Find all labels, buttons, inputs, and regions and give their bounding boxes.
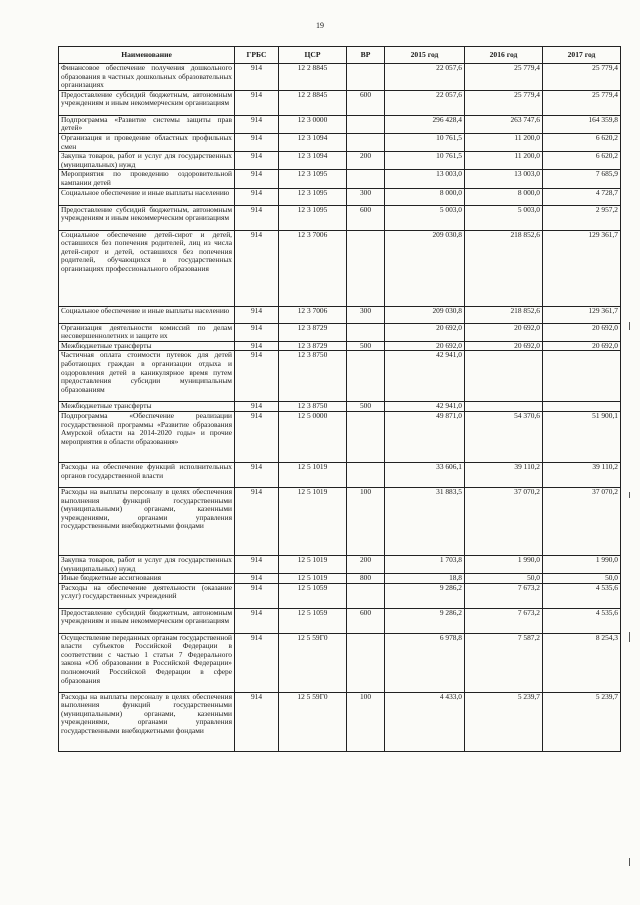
row-csr: 12 5 1019 <box>279 462 347 487</box>
row-name: Организация деятельности комиссий по делам несовершеннолетних и защите их <box>59 323 235 341</box>
row-grbs: 914 <box>235 188 279 205</box>
row-name: Осуществление переданных органам государственной власти субъектов Российской Федерации в соответствии с частью 1 статьи 7 Федерального закона «Об образовании в Российской Федерации» полномочий Российской Федерации в сфере образования <box>59 633 235 692</box>
row-2017: 2 957,2 <box>543 205 621 230</box>
row-name: Мероприятия по проведению оздоровительной кампании детей <box>59 170 235 188</box>
row-2015: 31 883,5 <box>385 487 465 555</box>
row-name: Иные бюджетные ассигнования <box>59 574 235 584</box>
row-2015: 5 003,0 <box>385 205 465 230</box>
table-row <box>59 64 621 91</box>
row-2015: 209 030,8 <box>385 306 465 323</box>
row-csr: 12 5 1059 <box>279 608 347 633</box>
row-vr: 300 <box>347 306 385 323</box>
row-2017: 51 900,1 <box>543 411 621 462</box>
row-2017: 7 685,9 <box>543 170 621 188</box>
table-row <box>59 402 621 412</box>
row-csr: 12 5 1019 <box>279 574 347 584</box>
table-row <box>59 133 621 151</box>
table-row <box>59 170 621 188</box>
row-2015: 20 692,0 <box>385 341 465 351</box>
row-vr <box>347 583 385 608</box>
row-csr: 12 3 1094 <box>279 133 347 151</box>
row-grbs: 914 <box>235 323 279 341</box>
row-grbs: 914 <box>235 205 279 230</box>
row-2016: 25 779,4 <box>465 90 543 115</box>
row-csr: 12 3 1095 <box>279 170 347 188</box>
row-name: Предоставление субсидий бюджетным, автономным учреждениям и иным некоммерческим организациям <box>59 205 235 230</box>
row-2015: 20 692,0 <box>385 323 465 341</box>
table-row <box>59 462 621 487</box>
row-grbs: 914 <box>235 574 279 584</box>
table-row <box>59 555 621 573</box>
row-name: Расходы на обеспечение функций исполнительных органов государственной власти <box>59 462 235 487</box>
row-grbs: 914 <box>235 462 279 487</box>
row-2016: 11 200,0 <box>465 152 543 170</box>
row-csr: 12 3 7006 <box>279 306 347 323</box>
row-vr: 300 <box>347 188 385 205</box>
row-2015: 296 428,4 <box>385 115 465 133</box>
row-grbs: 914 <box>235 583 279 608</box>
row-name: Расходы на выплаты персоналу в целях обеспечения выполнения функций государственными (муниципальными) органами, казенными учреждениями, органами управления государственными внебюджетными фондами <box>59 692 235 751</box>
row-name: Закупка товаров, работ и услуг для государственных (муниципальных) нужд <box>59 555 235 573</box>
row-name: Предоставление субсидий бюджетным, автономным учреждениям и иным некоммерческим организациям <box>59 608 235 633</box>
row-2017: 6 620,2 <box>543 133 621 151</box>
row-grbs: 914 <box>235 115 279 133</box>
row-2015: 42 941,0 <box>385 351 465 402</box>
row-grbs: 914 <box>235 306 279 323</box>
row-2016: 1 990,0 <box>465 555 543 573</box>
row-grbs: 914 <box>235 633 279 692</box>
row-name: Социальное обеспечение и иные выплаты населению <box>59 306 235 323</box>
table-row <box>59 152 621 170</box>
row-2017: 20 692,0 <box>543 323 621 341</box>
row-2016: 7 587,2 <box>465 633 543 692</box>
row-2016: 5 003,0 <box>465 205 543 230</box>
row-name: Межбюджетные трансферты <box>59 402 235 412</box>
row-csr: 12 5 1019 <box>279 555 347 573</box>
row-vr <box>347 351 385 402</box>
row-csr: 12 3 1095 <box>279 205 347 230</box>
row-2016 <box>465 402 543 412</box>
row-2015: 33 606,1 <box>385 462 465 487</box>
row-2016: 263 747,6 <box>465 115 543 133</box>
row-grbs: 914 <box>235 487 279 555</box>
row-vr <box>347 462 385 487</box>
row-2015: 209 030,8 <box>385 230 465 306</box>
row-2015: 1 703,8 <box>385 555 465 573</box>
row-2015: 10 761,5 <box>385 152 465 170</box>
row-grbs: 914 <box>235 402 279 412</box>
row-name: Закупка товаров, работ и услуг для государственных (муниципальных) нужд <box>59 152 235 170</box>
row-2017 <box>543 351 621 402</box>
row-grbs: 914 <box>235 152 279 170</box>
row-vr <box>347 230 385 306</box>
row-vr <box>347 133 385 151</box>
row-grbs: 914 <box>235 64 279 91</box>
row-name: Расходы на обеспечение деятельности (оказание услуг) государственных учреждений <box>59 583 235 608</box>
row-name: Финансовое обеспечение получения дошкольного образования в частных дошкольных образовательных организациях <box>59 64 235 91</box>
row-vr: 500 <box>347 402 385 412</box>
row-csr: 12 2 8845 <box>279 90 347 115</box>
row-2017: 129 361,7 <box>543 306 621 323</box>
row-vr <box>347 115 385 133</box>
row-2015: 9 286,2 <box>385 608 465 633</box>
row-vr: 100 <box>347 692 385 751</box>
row-name: Социальное обеспечение и иные выплаты населению <box>59 188 235 205</box>
row-name: Межбюджетные трансферты <box>59 341 235 351</box>
row-vr: 500 <box>347 341 385 351</box>
row-csr: 12 3 1095 <box>279 188 347 205</box>
table-row <box>59 230 621 306</box>
row-2016 <box>465 351 543 402</box>
row-2017: 164 359,8 <box>543 115 621 133</box>
row-csr: 12 3 0000 <box>279 115 347 133</box>
row-2016: 39 110,2 <box>465 462 543 487</box>
table-row <box>59 90 621 115</box>
header-grbs: ГРБС <box>235 47 279 64</box>
table-row <box>59 188 621 205</box>
budget-table <box>58 46 621 752</box>
row-2016: 13 003,0 <box>465 170 543 188</box>
row-2015: 6 978,8 <box>385 633 465 692</box>
row-vr <box>347 411 385 462</box>
row-2015: 22 057,6 <box>385 90 465 115</box>
row-csr: 12 5 59Г0 <box>279 692 347 751</box>
row-csr: 12 3 1094 <box>279 152 347 170</box>
row-2017: 25 779,4 <box>543 64 621 91</box>
row-grbs: 914 <box>235 555 279 573</box>
row-2016: 20 692,0 <box>465 323 543 341</box>
table-row <box>59 692 621 751</box>
row-name: Организация и проведение областных профильных смен <box>59 133 235 151</box>
table-row <box>59 323 621 341</box>
row-csr: 12 5 1019 <box>279 487 347 555</box>
row-grbs: 914 <box>235 90 279 115</box>
header-2016: 2016 год <box>465 47 543 64</box>
header-2017: 2017 год <box>543 47 621 64</box>
table-header-row <box>59 47 621 64</box>
row-csr: 12 5 59Г0 <box>279 633 347 692</box>
row-csr: 12 3 8750 <box>279 351 347 402</box>
row-vr: 800 <box>347 574 385 584</box>
row-2017: 20 692,0 <box>543 341 621 351</box>
row-name: Социальное обеспечение детей-сирот и детей, оставшихся без попечения родителей, лиц из числа детей-сирот и детей, оставшихся без попечения родителей, обучающихся в государственных организациях профессионального образования <box>59 230 235 306</box>
row-grbs: 914 <box>235 230 279 306</box>
row-2015: 22 057,6 <box>385 64 465 91</box>
row-2017: 5 239,7 <box>543 692 621 751</box>
row-2015: 18,8 <box>385 574 465 584</box>
row-csr: 12 5 0000 <box>279 411 347 462</box>
header-csr: ЦСР <box>279 47 347 64</box>
row-grbs: 914 <box>235 170 279 188</box>
row-2017: 6 620,2 <box>543 152 621 170</box>
row-csr: 12 3 8729 <box>279 341 347 351</box>
row-2016: 218 852,6 <box>465 230 543 306</box>
table-row <box>59 205 621 230</box>
row-csr: 12 5 1059 <box>279 583 347 608</box>
header-2015: 2015 год <box>385 47 465 64</box>
row-vr: 200 <box>347 152 385 170</box>
row-vr: 600 <box>347 608 385 633</box>
row-grbs: 914 <box>235 608 279 633</box>
row-csr: 12 3 7006 <box>279 230 347 306</box>
row-2015: 13 003,0 <box>385 170 465 188</box>
row-2016: 20 692,0 <box>465 341 543 351</box>
row-grbs: 914 <box>235 411 279 462</box>
row-2016: 5 239,7 <box>465 692 543 751</box>
row-csr: 12 3 8750 <box>279 402 347 412</box>
row-vr <box>347 170 385 188</box>
row-2016: 25 779,4 <box>465 64 543 91</box>
row-2016: 54 370,6 <box>465 411 543 462</box>
row-2015: 8 000,0 <box>385 188 465 205</box>
row-grbs: 914 <box>235 692 279 751</box>
row-vr <box>347 633 385 692</box>
header-name: Наименование <box>59 47 235 64</box>
row-2016: 8 000,0 <box>465 188 543 205</box>
row-grbs: 914 <box>235 341 279 351</box>
row-name: Частичная оплата стоимости путевок для детей работающих граждан в организации отдыха и оздоровления детей в каникулярное время путем предоставления субсидии муниципальным образованиям <box>59 351 235 402</box>
table-row <box>59 306 621 323</box>
row-2016: 50,0 <box>465 574 543 584</box>
row-2017: 1 990,0 <box>543 555 621 573</box>
row-vr <box>347 323 385 341</box>
row-2015: 49 871,0 <box>385 411 465 462</box>
row-name: Предоставление субсидий бюджетным, автономным учреждениям и иным некоммерческим организациям <box>59 90 235 115</box>
table-row <box>59 574 621 584</box>
row-2017: 50,0 <box>543 574 621 584</box>
row-2017: 8 254,3 <box>543 633 621 692</box>
table-row <box>59 351 621 402</box>
row-2016: 7 673,2 <box>465 608 543 633</box>
row-2016: 7 673,2 <box>465 583 543 608</box>
row-2015: 4 433,0 <box>385 692 465 751</box>
row-name: Подпрограмма «Развитие системы защиты прав детей» <box>59 115 235 133</box>
row-2017: 39 110,2 <box>543 462 621 487</box>
header-vr: ВР <box>347 47 385 64</box>
row-2016: 11 200,0 <box>465 133 543 151</box>
row-name: Расходы на выплаты персоналу в целях обеспечения выполнения функций государственными (муниципальными) органами, казенными учреждениями, органами управления государственными внебюджетными фондами <box>59 487 235 555</box>
row-2017: 25 779,4 <box>543 90 621 115</box>
row-2017: 4 728,7 <box>543 188 621 205</box>
row-vr: 600 <box>347 205 385 230</box>
row-2015: 42 941,0 <box>385 402 465 412</box>
row-vr <box>347 64 385 91</box>
table-row <box>59 487 621 555</box>
row-grbs: 914 <box>235 133 279 151</box>
table-row <box>59 633 621 692</box>
row-2016: 37 070,2 <box>465 487 543 555</box>
row-name: Подпрограмма «Обеспечение реализации государственной программы «Развитие образования Амурской области на 2014-2020 годы» и прочие мероприятия в области образования» <box>59 411 235 462</box>
table-row <box>59 608 621 633</box>
table-row <box>59 583 621 608</box>
row-vr: 600 <box>347 90 385 115</box>
table-body <box>59 64 621 752</box>
row-2017: 129 361,7 <box>543 230 621 306</box>
row-csr: 12 3 8729 <box>279 323 347 341</box>
table-row <box>59 411 621 462</box>
row-2015: 10 761,5 <box>385 133 465 151</box>
row-vr: 200 <box>347 555 385 573</box>
row-2015: 9 286,2 <box>385 583 465 608</box>
row-2017: 4 535,6 <box>543 583 621 608</box>
row-csr: 12 2 8845 <box>279 64 347 91</box>
row-2017 <box>543 402 621 412</box>
row-vr: 100 <box>347 487 385 555</box>
page-number: 19 <box>316 21 324 30</box>
row-2017: 37 070,2 <box>543 487 621 555</box>
table-row <box>59 115 621 133</box>
row-2016: 218 852,6 <box>465 306 543 323</box>
row-grbs: 914 <box>235 351 279 402</box>
row-2017: 4 535,6 <box>543 608 621 633</box>
